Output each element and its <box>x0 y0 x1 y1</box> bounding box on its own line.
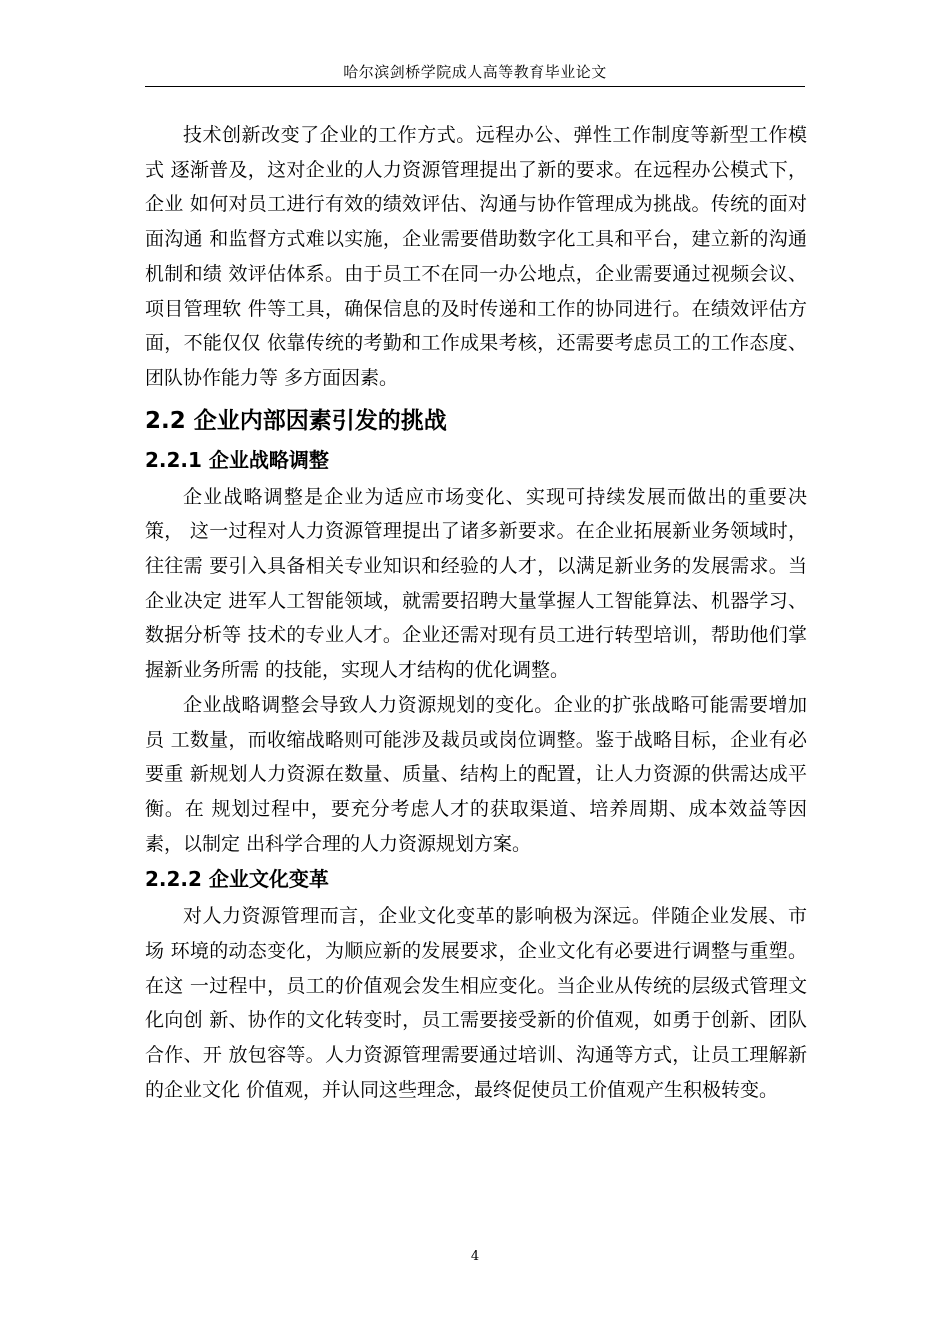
section-heading-2-2-1: 2.2.1 企业战略调整 <box>145 447 329 472</box>
paragraph-culture-change: 对人力资源管理而言，企业文化变革的影响极为深远。伴随企业发展、市场 环境的动态变化，为顺应新的发展要求，企业文化有必要进行调整与重塑。在这 一过程中，员工的价值观会发生相应变化。当企业从传统的层级式管理文化向创 新、协作的文化转变时，员工需要接受新的价值观，如勇于创新、团队合作、开 放包容等。人力资源管理需要通过培训、沟通等方式，让员工理解新的企业文化 价值观，并认同这些理念，最终促使员工价值观产生积极转变。 <box>145 905 807 1101</box>
paragraph-technology-innovation: 技术创新改变了企业的工作方式。远程办公、弹性工作制度等新型工作模式 逐渐普及，这对企业的人力资源管理提出了新的要求。在远程办公模式下，企业 如何对员工进行有效的绩效评估、沟通与协作管理成为挑战。传统的面对面沟通 和监督方式难以实施，企业需要借助数字化工具和平台，建立新的沟通机制和绩 效评估体系。由于员工不在同一办公地点，企业需要通过视频会议、项目管理软 件等工具，确保信息的及时传递和工作的协同进行。在绩效评估方面，不能仅仅 依靠传统的考勤和工作成果考核，还需要考虑员工的工作态度、团队协作能力等 多方面因素。 <box>145 124 807 389</box>
paragraph-hr-planning: 企业战略调整会导致人力资源规划的变化。企业的扩张战略可能需要增加员 工数量，而收缩战略则可能涉及裁员或岗位调整。鉴于战略目标，企业有必要重 新规划人力资源在数量、质量、结构上的配置，让人力资源的供需达成平衡。在 规划过程中，要充分考虑人才的获取渠道、培养周期、成本效益等因素，以制定 出科学合理的人力资源规划方案。 <box>145 693 807 855</box>
section-heading-2-2-2: 2.2.2 企业文化变革 <box>145 867 329 892</box>
header-divider <box>145 86 805 87</box>
paragraph-strategy-adjustment: 企业战略调整是企业为适应市场变化、实现可持续发展而做出的重要决策， 这一过程对人力资源管理提出了诸多新要求。在企业拓展新业务领域时，往往需 要引入具备相关专业知识和经验的人才，以满足新业务的发展需求。当企业决定 进军人工智能领域，就需要招聘大量掌握人工智能算法、机器学习、数据分析等 技术的专业人才。企业还需对现有员工进行转型培训，帮助他们掌握新业务所需 的技能，实现人才结构的优化调整。 <box>145 485 807 682</box>
document-body <box>145 118 807 1108</box>
page-number: 4 <box>470 1249 480 1264</box>
section-heading-2-2: 2.2 企业内部因素引发的挑战 <box>145 407 447 434</box>
page-header-title: 哈尔滨剑桥学院成人高等教育毕业论文 <box>343 63 607 81</box>
